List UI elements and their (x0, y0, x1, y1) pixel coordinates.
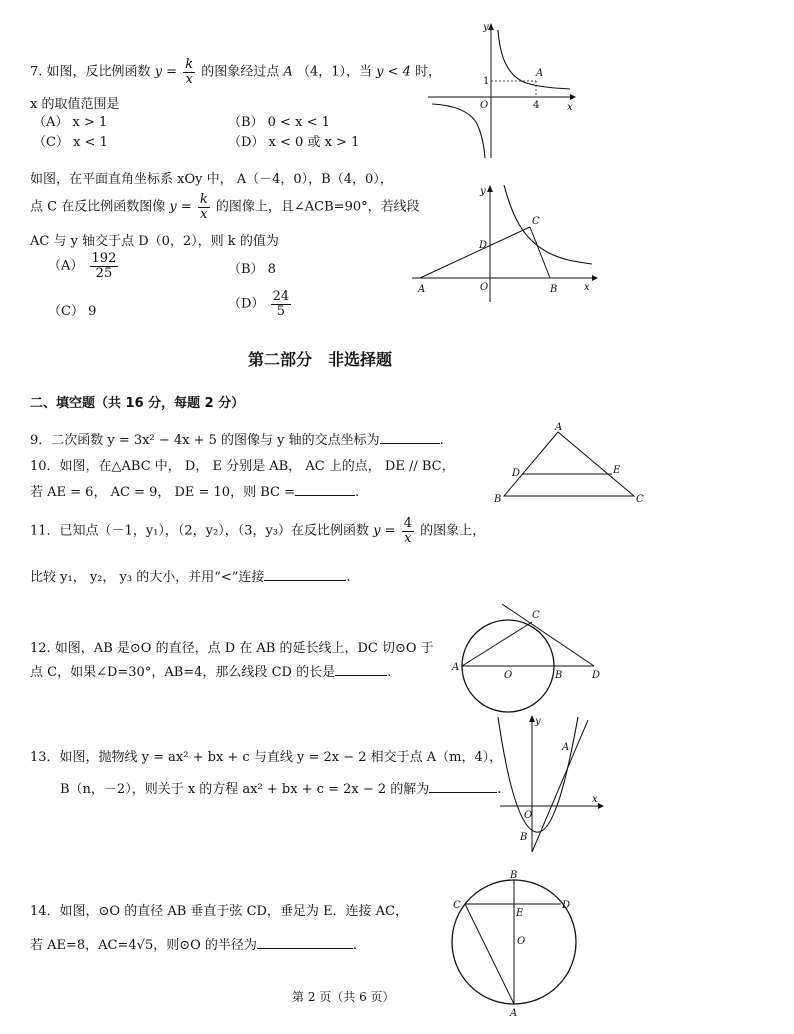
q7-number: 7. (30, 64, 43, 80)
q10-line2 (30, 481, 359, 500)
q13-label-x: x (592, 794, 598, 805)
q9-end: . (439, 433, 444, 448)
q13-label-o: O (524, 810, 533, 821)
q13-figure (492, 712, 610, 854)
q9-answer-blank[interactable] (380, 431, 440, 444)
q13-line (532, 720, 588, 852)
q8-fraction (198, 193, 210, 221)
q12-answer-blank[interactable] (335, 663, 387, 676)
q13-line2 (60, 778, 501, 797)
q8-segment-ac (420, 227, 530, 278)
q7-figure (428, 18, 578, 163)
q8-option-a-label: （A） (48, 258, 84, 274)
q8-label-x: x (584, 282, 590, 293)
q14-segment-ac (465, 904, 514, 1004)
q13-answer-blank[interactable] (429, 780, 497, 793)
q7-line1 (30, 58, 441, 86)
q13-label-a: A (562, 742, 570, 753)
q14-label-e: E (516, 908, 524, 919)
q14-label-a: A (510, 1008, 518, 1019)
q10-answer-blank[interactable] (295, 483, 355, 496)
q8-option-a (48, 252, 120, 280)
q8-option-d-label: （D） (228, 296, 265, 312)
q12-tangent-dc (502, 604, 594, 666)
q11-line2-text: 比较 y₁， y₂， y₃ 的大小，并用“<”连接 (30, 570, 265, 585)
q7-curve-right (498, 30, 570, 89)
q14-label-c: C (453, 900, 461, 911)
q11-frac-num: 4 (403, 516, 412, 531)
section-title: 第二部分 非选择题 (248, 350, 393, 369)
q8-option-d-num: 24 (272, 289, 290, 304)
q10-line1: 10．如图，在△ABC 中， D， E 分别是 AB， AC 上的点， DE // BC， (30, 459, 455, 474)
q10-label-b: B (494, 494, 502, 505)
q13-end: . (497, 782, 502, 797)
q12-label-b: B (555, 670, 563, 681)
q8-option-a-num: 192 (91, 251, 117, 266)
q10-label-c: C (636, 494, 644, 505)
q8-line2a: 点 C 在反比例函数图像 (30, 199, 166, 215)
q10-label-e: E (613, 465, 621, 476)
q8-option-c: （C） 9 (48, 304, 97, 319)
q14-answer-blank[interactable] (257, 936, 353, 949)
q11-func-lhs: y = (373, 523, 396, 539)
section-subtitle: 二、填空题（共 16 分，每题 2 分） (30, 396, 245, 411)
q8-line1: 如图，在平面直角坐标系 xOy 中， A（－4，0），B（4，0）， (30, 172, 393, 187)
q11-line1a: 11．已知点（－1，y₁），（2，y₂），（3，y₃）在反比例函数 (30, 523, 370, 539)
q11-frac-den: x (404, 530, 412, 546)
q13-label-b: B (520, 832, 528, 843)
q10-figure (492, 422, 652, 504)
q14-line1: 14．如图，⊙O 的直径 AB 垂直于弦 CD，垂足为 E．连接 AC， (30, 904, 409, 919)
q8-label-d: D (479, 240, 488, 251)
q7-option-a: （A） x > 1 (33, 115, 108, 130)
q8-y-arrow (487, 185, 493, 192)
q8-option-a-den: 25 (95, 265, 113, 281)
q12-segment-ac (462, 622, 532, 666)
q14-label-b: B (510, 870, 518, 881)
q8-option-b: （B） 8 (228, 262, 276, 277)
q8-frac-den: x (200, 206, 208, 222)
q9-line (30, 429, 444, 448)
q14-end: . (352, 938, 358, 953)
q11-fraction (402, 517, 414, 545)
q8-figure (412, 180, 602, 305)
q12-label-a: A (452, 662, 460, 673)
q8-label-a: A (418, 284, 426, 295)
q14-label-o: O (517, 936, 526, 947)
q8-option-d-fraction (271, 290, 292, 318)
q7-fraction (183, 58, 195, 86)
q12-label-d: D (592, 670, 601, 681)
q7-coord-a: （4，1），当 (296, 64, 372, 80)
q7-stem-a: 如图，反比例函数 (46, 64, 151, 80)
q7-condition: y < 4 (376, 64, 411, 80)
q11-answer-blank[interactable] (264, 568, 346, 581)
q10-label-d: D (512, 468, 521, 479)
q8-x-arrow (592, 275, 598, 281)
q10-label-a: A (555, 422, 563, 433)
q13-line1: 13．如图，抛物线 y = ax² + bx + c 与直线 y = 2x − 2 相交于点 A（m，4）， (30, 750, 503, 765)
q8-line2 (30, 193, 420, 221)
q11-line1 (30, 517, 485, 545)
q12-line2 (30, 661, 391, 680)
q7-stem-b: 的图象经过点 (201, 64, 280, 80)
q8-frac-num: k (199, 192, 208, 207)
q7-option-d: （D） x < 0 或 x > 1 (228, 135, 360, 150)
q12-label-o: O (504, 670, 513, 681)
q11-end: . (346, 570, 351, 585)
q10-end: . (354, 485, 360, 500)
q8-option-d (228, 290, 293, 318)
q8-label-y: y (480, 186, 486, 197)
q14-line2 (30, 934, 357, 953)
page-footer: 第 2 页（共 6 页） (292, 990, 395, 1004)
q7-label-4: 4 (533, 100, 540, 111)
q7-frac-num: k (185, 57, 194, 72)
q14-line2-text: 若 AE=8，AC=4√5，则⊙O 的半径为 (30, 938, 257, 953)
q8-line2b: 的图像上，且∠ACB=90°，若线段 (215, 199, 420, 215)
q13-x-arrow (598, 803, 604, 809)
q12-end: . (387, 665, 392, 680)
q8-label-c: C (532, 216, 540, 227)
q7-label-a: A (536, 68, 544, 79)
q14-figure (448, 868, 578, 1018)
q7-label-x: x (567, 102, 573, 113)
q8-hyperbola (504, 185, 592, 264)
q10-triangle-abc (504, 432, 634, 496)
q13-label-y: y (535, 716, 541, 727)
q8-func-lhs: y = (169, 199, 192, 215)
q7-frac-den: x (185, 71, 193, 87)
q7-option-c: （C） x < 1 (33, 135, 108, 150)
q12-figure (452, 604, 602, 712)
q7-point-a: A (283, 64, 293, 80)
q8-option-a-fraction (90, 252, 119, 280)
q7-curve-left (432, 104, 485, 158)
q7-label-1: 1 (483, 76, 490, 87)
q7-option-b: （B） 0 < x < 1 (228, 115, 330, 130)
q13-parabola (498, 717, 578, 832)
q14-label-d: D (562, 900, 571, 911)
q8-label-o: O (480, 282, 489, 293)
q7-y-arrow (488, 23, 494, 30)
q7-func-lhs: y = (154, 64, 178, 80)
q7-x-arrow (570, 94, 576, 100)
q13-line2-text: B（n，－2），则关于 x 的方程 ax² + bx + c = 2x − 2 的解为 (60, 782, 430, 797)
q11-line2 (30, 566, 351, 585)
q8-option-d-den: 5 (276, 303, 285, 319)
q7-stem-c: 时， (415, 64, 442, 80)
q8-label-b: B (550, 284, 558, 295)
q10-line2-text: 若 AE = 6， AC = 9， DE = 10，则 BC = (30, 485, 295, 500)
q12-label-c: C (532, 610, 540, 621)
q11-line1b: 的图象上， (420, 523, 486, 539)
q7-label-o: O (480, 100, 489, 111)
q8-line3: AC 与 y 轴交于点 D（0，2），则 k 的值为 (30, 234, 279, 249)
q12-line2-text: 点 C，如果∠D=30°，AB=4，那么线段 CD 的长是 (30, 665, 336, 680)
q7-label-y: y (483, 22, 489, 33)
q12-line1: 12. 如图，AB 是⊙O 的直径，点 D 在 AB 的延长线上，DC 切⊙O 于 (30, 641, 434, 656)
q7-line2: x 的取值范围是 (30, 97, 120, 112)
q9-text: 9．二次函数 y = 3x² − 4x + 5 的图像与 y 轴的交点坐标为 (30, 433, 380, 448)
